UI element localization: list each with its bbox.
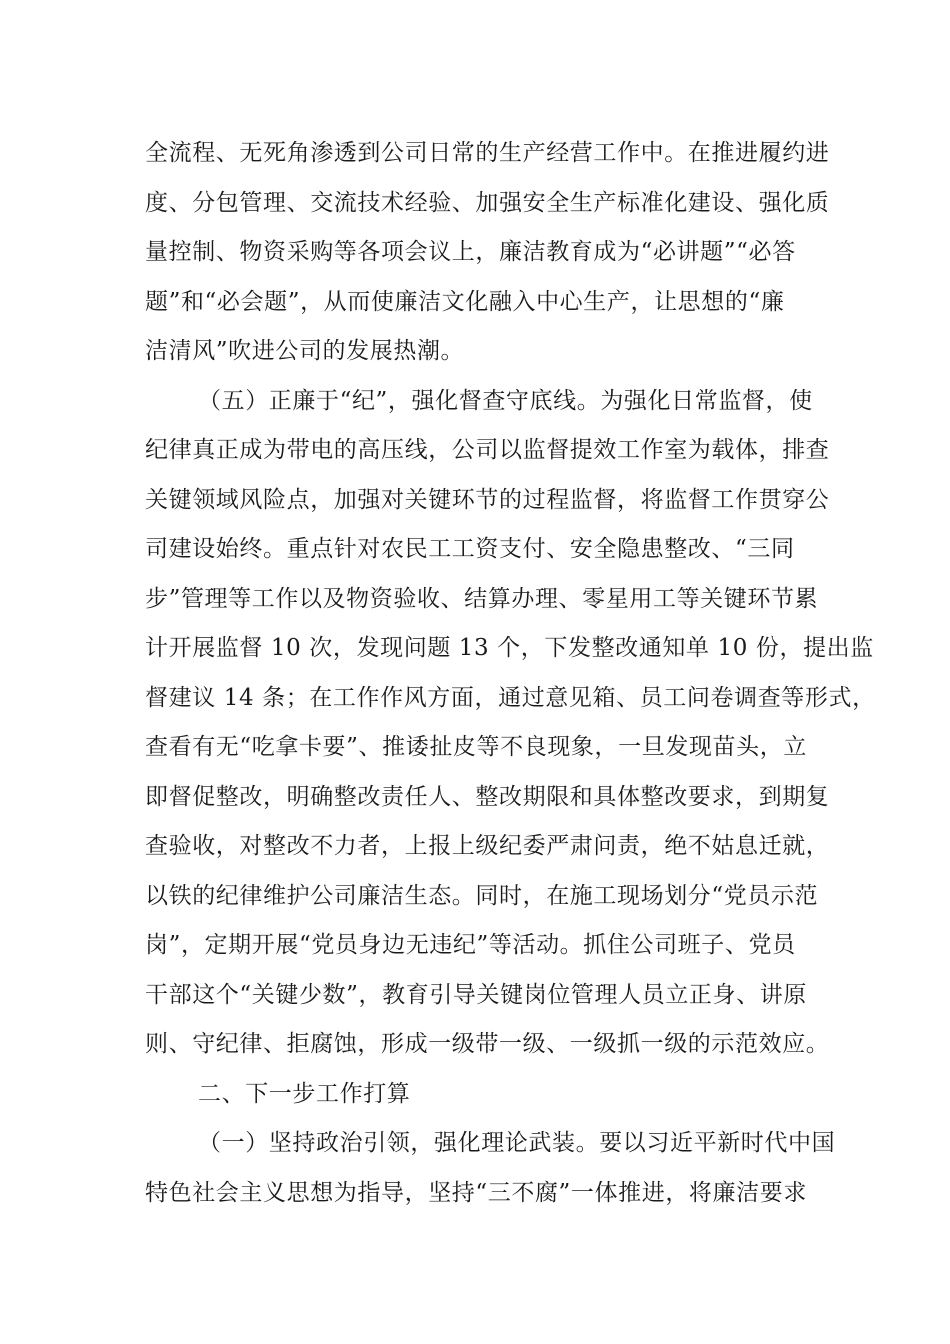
text-line: 题”和“必会题”，从而使廉洁文化融入中心生产，让思想的“廉: [145, 289, 785, 315]
text-line: 岗”，定期开展“党员身边无违纪”等活动。抓住公司班子、党员: [145, 932, 796, 958]
text-line: 督建议 14 条；在工作作风方面，通过意见箱、员工问卷调查等形式，: [145, 685, 876, 711]
text-line: 则、守纪律、拒腐蚀，形成一级带一级、一级抓一级的示范效应。: [145, 1031, 830, 1057]
text-line: 查看有无“吃拿卡要”、推诿扯皮等不良现象，一旦发现苗头，立: [145, 734, 807, 760]
text-line: 步”管理等工作以及物资验收、结算办理、零星用工等关键环节累: [145, 586, 819, 612]
text-line: 度、分包管理、交流技术经验、加强安全生产标准化建设、强化质: [145, 190, 830, 216]
text-line: 计开展监督 10 次，发现问题 13 个，下发整改通知单 10 份，提出监: [145, 635, 874, 661]
text-line: 量控制、物资采购等各项会议上，廉洁教育成为“必讲题”“必答: [145, 239, 796, 265]
text-line: 即督促整改，明确整改责任人、整改期限和具体整改要求，到期复: [145, 784, 830, 810]
text-line: 查验收，对整改不力者，上报上级纪委严肃问责，绝不姑息迁就，: [145, 833, 830, 859]
text-line: 以铁的纪律维护公司廉洁生态。同时，在施工现场划分“党员示范: [145, 883, 819, 909]
text-line: 干部这个“关键少数”，教育引导关键岗位管理人员立正身、讲原: [145, 982, 807, 1008]
text-line: 纪律真正成为带电的高压线，公司以监督提效工作室为载体，排查: [145, 437, 830, 463]
text-line: 特色社会主义思想为指导，坚持“三不腐”一体推进，将廉洁要求: [145, 1180, 807, 1206]
text-line: 全流程、无死角渗透到公司日常的生产经营工作中。在推进履约进: [145, 140, 830, 166]
text-line: 洁清风”吹进公司的发展热潮。: [145, 338, 465, 364]
text-line: 关键领域风险点，加强对关键环节的过程监督，将监督工作贯穿公: [145, 487, 830, 513]
paragraph-start-line: （一）坚持政治引领，强化理论武装。要以习近平新时代中国: [198, 1130, 836, 1156]
section-heading: 二、下一步工作打算: [198, 1081, 411, 1107]
text-line: 司建设始终。重点针对农民工工资支付、安全隐患整改、“三同: [145, 536, 795, 562]
paragraph-start-line: （五）正廉于“纪”，强化督查守底线。为强化日常监督，使: [198, 388, 813, 414]
